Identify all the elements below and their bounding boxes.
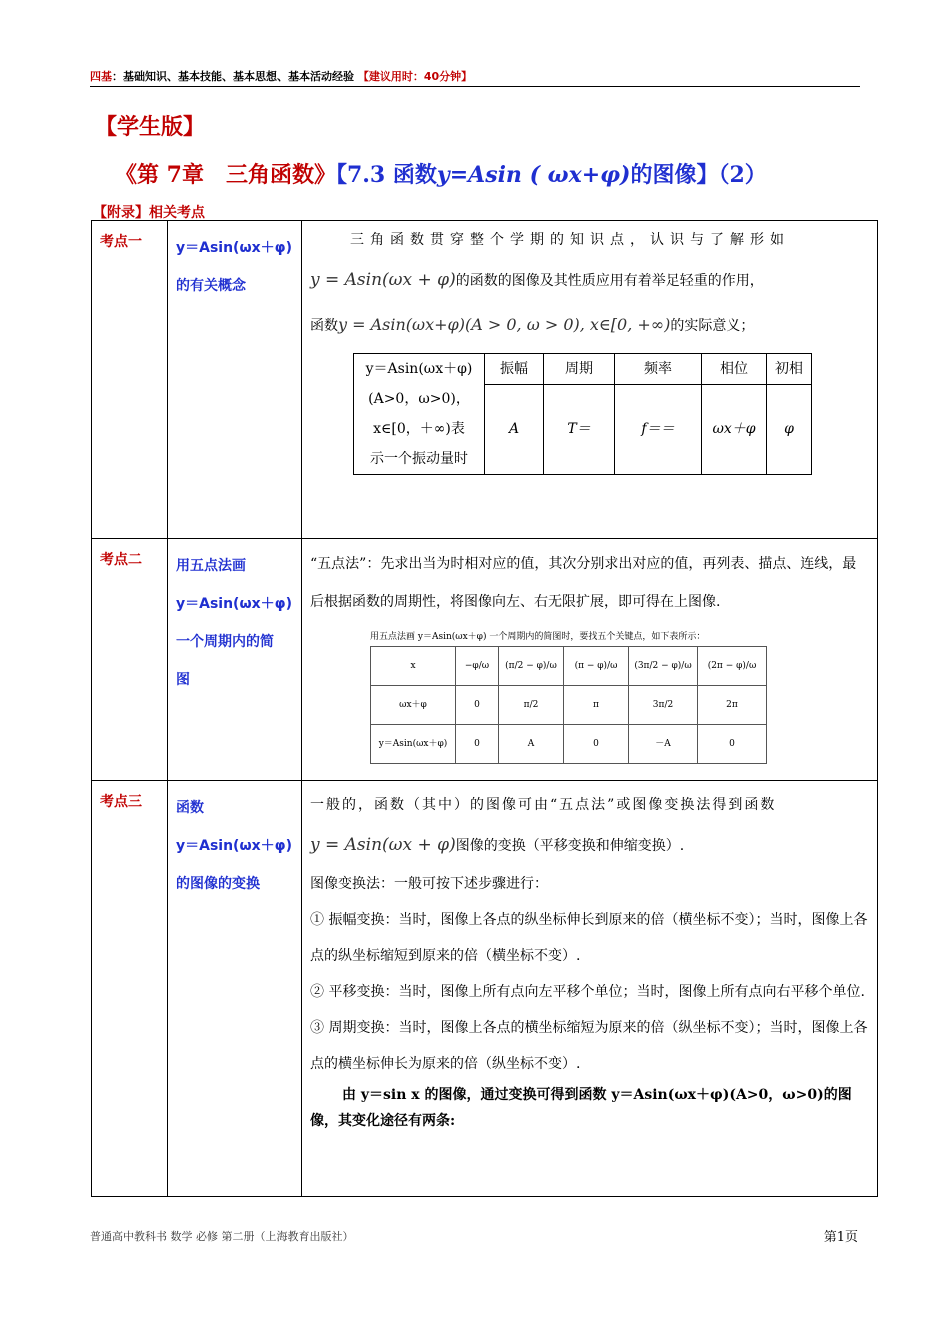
concept-value: f＝＝ — [615, 384, 702, 474]
topic-paragraph: ② 平移变换：当时，图像上所有点向左平移个单位；当时，图像上所有点向右平移个单位. — [310, 984, 865, 1000]
topic-paragraph: “五点法”：先求出当为时相对应的值，其次分别求出对应的值，再列表、描点、连线，最后根据函数的周期性，将图像向左、右无限扩展，即可得在上图像. — [310, 556, 857, 610]
five-point-cell: 0 — [564, 725, 629, 764]
topic-paragraph: 的实际意义； — [670, 318, 755, 334]
concept-value: φ — [767, 384, 812, 474]
five-point-cell: －A — [629, 725, 698, 764]
five-point-cell: (π − φ)/ω — [564, 647, 629, 686]
page-title — [115, 158, 767, 189]
topic-name-line: 函数 — [176, 800, 204, 816]
topic-name-line: 图 — [176, 672, 190, 688]
five-point-cell: π — [564, 686, 629, 725]
five-point-cell: y＝Asin(ωx＋φ) — [371, 725, 456, 764]
topic-row-2 — [92, 539, 878, 781]
five-point-cell: 0 — [456, 686, 499, 725]
five-point-cell: π/2 — [499, 686, 564, 725]
page-number: 第1页 — [823, 1230, 858, 1245]
topic-paragraph: 一般的，函数（其中）的图像可由“五点法”或图像变换法得到函数 — [310, 797, 777, 813]
five-point-cell: −φ/ω — [456, 647, 499, 686]
five-point-cell: 2π — [698, 686, 767, 725]
five-point-cell: (3π/2 − φ)/ω — [629, 647, 698, 686]
page-header — [90, 68, 472, 84]
topic-name-line: 用五点法画 — [176, 558, 246, 574]
header-text: ：基础知识、基本技能、基本思想、基本活动经验 — [112, 70, 354, 83]
header-divider — [90, 86, 860, 87]
topic-name — [168, 781, 301, 903]
five-point-cell: 0 — [456, 725, 499, 764]
topic-paragraph: 三角函数贯穿整个学期的知识点，认识与了解形如 — [350, 232, 790, 248]
five-point-cell: (π/2 − φ)/ω — [499, 647, 564, 686]
topic-paragraph: 函数 — [310, 318, 338, 334]
concept-value: A — [485, 384, 544, 474]
topic-row-1 — [92, 221, 878, 539]
topic-label: 考点二 — [100, 552, 142, 568]
header-suggest: 【建议用时：40分钟】 — [357, 70, 473, 83]
formula: y = Asin(ωx + φ) — [310, 270, 456, 290]
five-point-caption: 用五点法画 y＝Asin(ωx＋φ) 一个周期内的简图时，要找五个关键点，如下表所示： — [370, 632, 706, 642]
topic-label: 考点三 — [100, 794, 142, 810]
topic-name-line: y＝Asin(ωx＋φ) — [176, 240, 293, 256]
header-prefix: 四基 — [90, 70, 112, 83]
topic-name-line: 一个周期内的简 — [176, 634, 274, 650]
five-point-cell: ωx＋φ — [371, 686, 456, 725]
five-point-cell: A — [499, 725, 564, 764]
page-footer: 普通高中教科书 数学 必修 第二册（上海教育出版社） — [90, 1230, 354, 1243]
title-section-func: y=Asin ( ωx+φ) — [436, 162, 631, 188]
formula: y = Asin(ωx + φ) — [310, 835, 456, 855]
concept-table-left — [354, 354, 485, 475]
topic-paragraph: 图像的变换（平移变换和伸缩变换）. — [455, 838, 685, 854]
concept-header: 相位 — [702, 354, 767, 385]
topic-paragraph: 由 y＝sin x 的图像，通过变换可得到函数 y＝Asin(ωx＋φ)(A>0，ω>0)的图像，其变化途径有两条: — [310, 1087, 852, 1129]
appendix-label: 【附录】相关考点 — [93, 205, 205, 221]
five-point-cell: (2π − φ)/ω — [698, 647, 767, 686]
topic-name — [168, 221, 301, 305]
topic-paragraph: 的函数的图像及其性质应用有着举足轻重的作用， — [455, 273, 764, 289]
concept-header: 周期 — [544, 354, 615, 385]
version-label: 【学生版】 — [95, 115, 206, 140]
five-point-cell: 3π/2 — [629, 686, 698, 725]
topic-label: 考点一 — [100, 234, 142, 250]
title-section-open: 【7.3 函数 — [335, 162, 437, 188]
topic-name-line: 的图像的变换 — [176, 876, 260, 892]
formula: y = Asin(ωx+φ)(A > 0, ω > 0), x∈[0, +∞) — [338, 315, 671, 334]
concept-value: ωx＋φ — [702, 384, 767, 474]
topic-paragraph: 图像变换法：一般可按下述步骤进行： — [310, 876, 548, 892]
topic-name-line: y＝Asin(ωx＋φ) — [176, 596, 293, 612]
topic-paragraph: ③ 周期变换：当时，图像上各点的横坐标缩短为原来的倍（纵坐标不变）；当时，图像上各点的横坐标伸长为原来的倍（纵坐标不变）. — [310, 1020, 868, 1072]
concept-left-text: y＝Asin(ωx＋φ) (A>0，ω>0)， x∈[0，＋∞)表 示一个振动量时 — [365, 361, 473, 467]
title-chapter: 《第 7章 三角函数》 — [115, 162, 336, 188]
five-point-cell: 0 — [698, 725, 767, 764]
five-point-table — [370, 646, 767, 764]
topic-name-line: 的有关概念 — [176, 278, 246, 294]
concept-table — [353, 353, 812, 475]
five-point-cell: x — [371, 647, 456, 686]
topic-row-3 — [92, 781, 878, 1197]
topic-name — [168, 539, 301, 699]
concept-header: 初相 — [767, 354, 812, 385]
title-section-close: 的图像】（2） — [630, 162, 767, 188]
concept-header: 振幅 — [485, 354, 544, 385]
concept-value: T＝ — [544, 384, 615, 474]
five-point-image — [370, 631, 869, 764]
topic-name-line: y＝Asin(ωx＋φ) — [176, 838, 293, 854]
concept-header: 频率 — [615, 354, 702, 385]
topics-table — [91, 220, 878, 1197]
topic-paragraph: ① 振幅变换：当时，图像上各点的纵坐标伸长到原来的倍（横坐标不变）；当时，图像上各点的纵坐标缩短到原来的倍（横坐标不变）. — [310, 912, 868, 964]
